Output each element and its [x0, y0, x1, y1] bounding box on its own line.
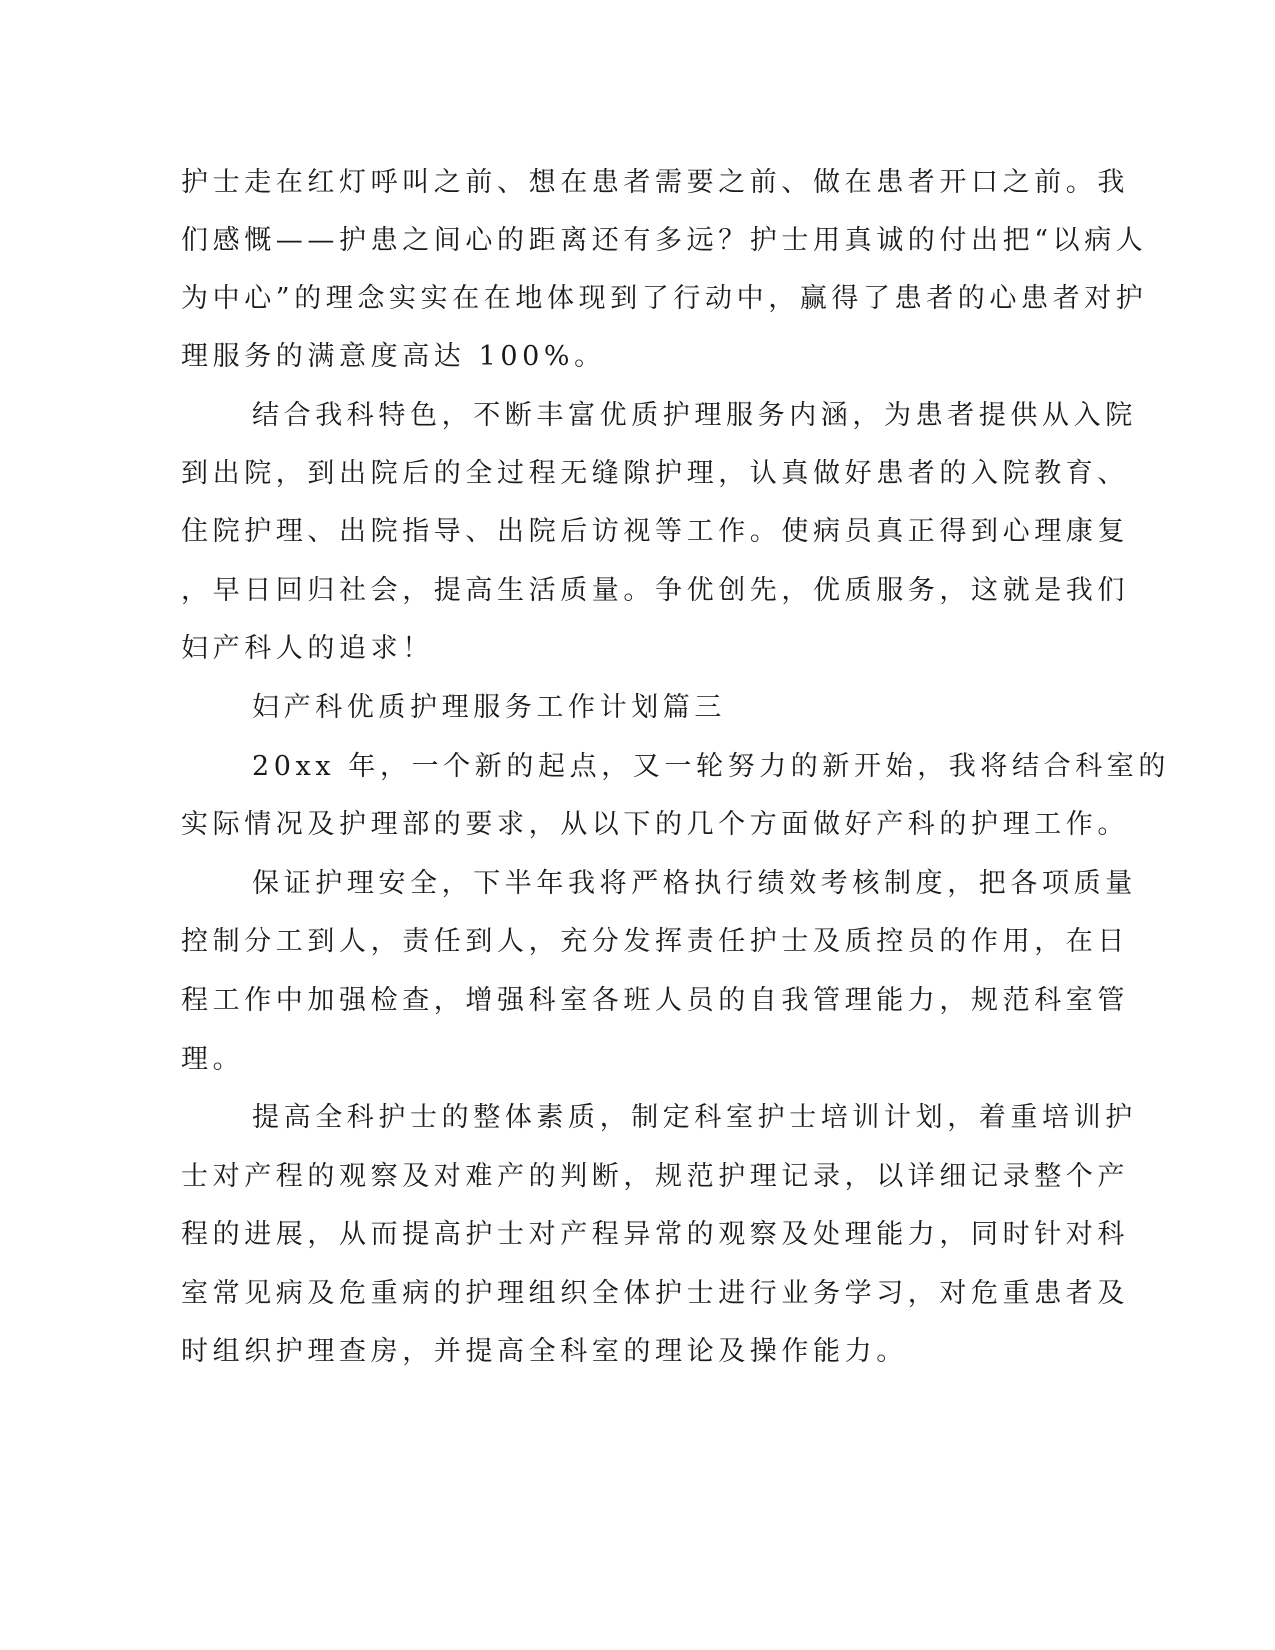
text-line: 住院护理、出院指导、出院后访视等工作。使病员真正得到心理康复 [181, 516, 1129, 547]
text-line: 室常见病及危重病的护理组织全体护士进行业务学习，对危重患者及 [181, 1278, 1129, 1309]
text-line: 程工作中加强检查，增强科室各班人员的自我管理能力，规范科室管 [181, 985, 1129, 1016]
text-line: 理。 [181, 1044, 245, 1075]
text-line: 保证护理安全，下半年我将严格执行绩效考核制度，把各项质量 [252, 868, 1137, 899]
text-line: 20xx 年，一个新的起点，又一轮努力的新开始，我将结合科室的 [252, 751, 1170, 782]
text-line: 为中心”的理念实实在在地体现到了行动中，赢得了患者的心患者对护 [181, 283, 1148, 314]
section-heading: 妇产科优质护理服务工作计划篇三 [252, 692, 726, 723]
text-line: 士对产程的观察及对难产的判断，规范护理记录，以详细记录整个产 [181, 1161, 1129, 1192]
text-line: 控制分工到人，责任到人，充分发挥责任护士及质控员的作用，在日 [181, 926, 1129, 957]
text-line: 提高全科护士的整体素质，制定科室护士培训计划，着重培训护 [252, 1102, 1137, 1133]
text-line: 实际情况及护理部的要求，从以下的几个方面做好产科的护理工作。 [181, 809, 1129, 840]
text-line: 时组织护理查房，并提高全科室的理论及操作能力。 [181, 1336, 908, 1367]
text-line: 程的进展，从而提高护士对产程异常的观察及处理能力，同时针对科 [181, 1219, 1129, 1250]
text-line: 们感慨——护患之间心的距离还有多远？护士用真诚的付出把“以病人 [181, 225, 1148, 256]
text-line: 妇产科人的追求！ [181, 633, 434, 664]
text-line: 结合我科特色，不断丰富优质护理服务内涵，为患者提供从入院 [252, 400, 1137, 431]
text-line: 理服务的满意度高达 100%。 [181, 341, 606, 372]
text-line: 到出院，到出院后的全过程无缝隙护理，认真做好患者的入院教育、 [181, 458, 1129, 489]
text-line: 护士走在红灯呼叫之前、想在患者需要之前、做在患者开口之前。我 [181, 167, 1129, 198]
text-line: ，早日回归社会，提高生活质量。争优创先，优质服务，这就是我们 [181, 575, 1129, 606]
